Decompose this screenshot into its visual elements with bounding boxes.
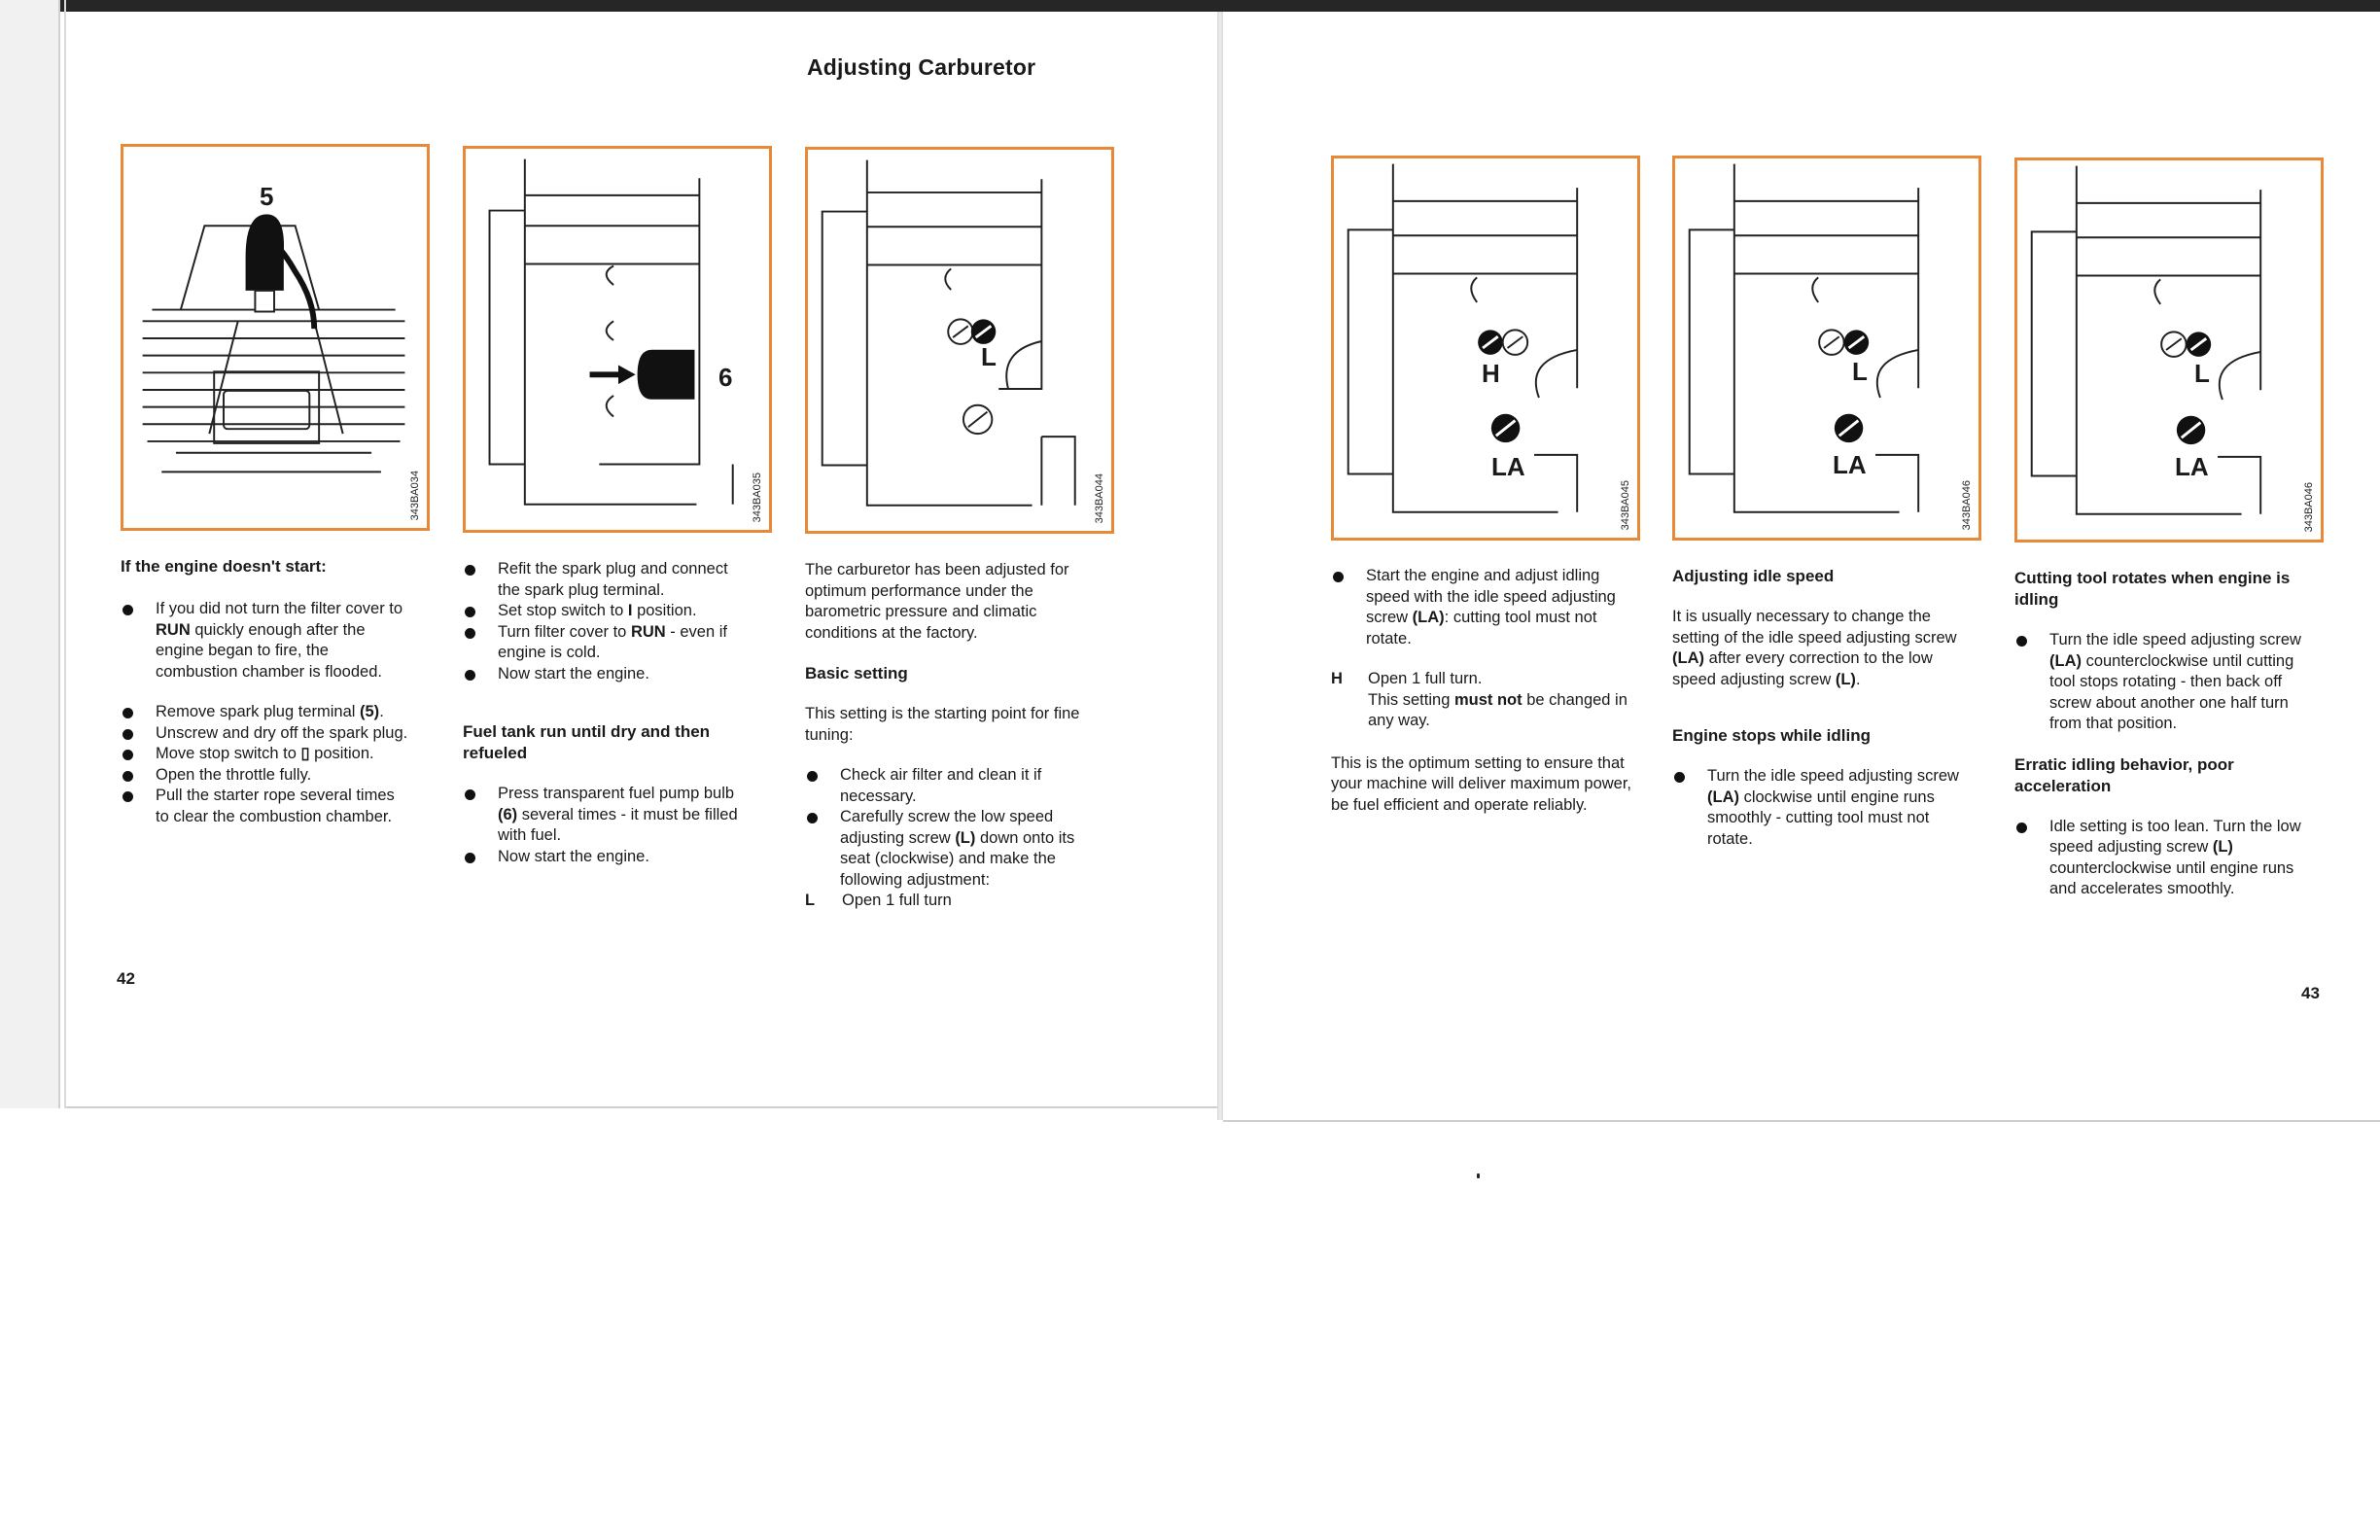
step-text: Open 1 full turn. This setting must not be changed in any way. [1368,670,1628,729]
page-number-right: 43 [2301,984,2320,1002]
figure-carb-h-la [1331,156,1640,541]
bullet-list [1331,566,1632,649]
label-l: L [981,342,997,371]
figure-code: 343BA045 [1620,479,1631,530]
step-key: H [1331,670,1343,687]
fuel-pump-illustration [466,149,769,530]
label-l: L [2194,359,2210,388]
label-la: LA [2175,452,2209,481]
step-h [1331,669,1632,732]
section-heading: Basic setting [805,664,908,682]
callout-5: 5 [260,182,274,211]
figure-code: 343BA034 [409,470,421,520]
list-item: Refit the spark plug and connect the spark plug terminal. [463,559,754,601]
section-heading: Engine stops while idling [1672,726,1872,745]
list-item: Open the throttle fully. [121,765,412,787]
scan-speck [1477,1173,1480,1178]
scan-left-edge [0,0,60,1108]
list-item: Check air filter and clean it if necessary. [805,765,1097,807]
body-text: This setting is the starting point for fine tuning: [805,705,1080,744]
carburetor-l-la-illustration [2017,160,2321,540]
section-heading: Fuel tank run until dry and then refueled [463,722,711,762]
spark-plug-illustration [123,147,427,528]
list-item: Pull the starter rope several times to clear the combustion chamber. [121,786,412,827]
body-text: It is usually necessary to change the setting of the idle speed adjusting screw (LA) after every correction to the low speed adjusting screw (L). [1672,608,1957,688]
list-item: Press transparent fuel pump bulb (6) several times - it must be filled with fuel. [463,784,754,847]
list-item: Unscrew and dry off the spark plug. [121,723,412,745]
bullet-list [2014,630,2316,735]
figure-spark-plug [121,144,430,531]
list-item: Remove spark plug terminal (5). [121,702,412,723]
scan-top-edge [0,0,2380,12]
figure-code: 343BA046 [2303,481,2315,532]
carburetor-l-illustration [808,150,1111,531]
intro-text: The carburetor has been adjusted for optimum performance under the barometric pressure and climatic conditions at the factory. [805,561,1069,642]
step-l [805,891,1097,912]
list-item: Set stop switch to I position. [463,601,754,622]
step-text: Open 1 full turn [842,892,952,909]
list-item: Start the engine and adjust idling speed with the idle speed adjusting screw (LA): cutting tool must not rotate. [1331,566,1632,649]
figure-code: 343BA046 [1961,479,1973,530]
column-adjusting-idle-speed [1672,566,1974,850]
figure-carb-l [805,147,1114,534]
label-l: L [1852,357,1868,386]
figure-carb-l-la-1 [1672,156,1981,541]
list-item: Turn the idle speed adjusting screw (LA) counterclockwise until cutting tool stops rotating - then back off screw about another one half turn from that position. [2014,630,2316,735]
figure-code: 343BA044 [1094,472,1105,523]
bullet-list [805,765,1097,891]
figure-fuel-pump [463,146,772,533]
page-title: Adjusting Carburetor [807,54,1036,80]
section-heading: Adjusting idle speed [1672,567,1835,585]
list-item: Now start the engine. [463,664,754,685]
bullet-list [463,784,754,867]
carburetor-l-la-illustration [1675,158,1978,538]
body-text: This is the optimum setting to ensure that your machine will deliver maximum power, be fuel efficient and operate reliably. [1331,753,1632,814]
bullet-list [1672,766,1974,850]
column-refit-spark-plug [463,559,754,867]
column-cutting-tool-rotates [2014,568,2316,900]
section-heading: If the engine doesn't start: [121,557,327,576]
label-h: H [1482,359,1500,388]
page-number-left: 42 [117,969,135,988]
column-basic-setting [805,560,1097,912]
bullet-list [121,702,412,827]
list-item: Idle setting is too lean. Turn the low speed adjusting screw (L) counterclockwise until engine runs and accelerates smoothly. [2014,817,2316,900]
label-la: LA [1491,452,1525,481]
figure-code: 343BA035 [752,472,763,522]
list-item: Move stop switch to ▯ position. [121,744,412,765]
book-gutter [1217,12,1223,1120]
bullet-list [463,559,754,684]
label-la: LA [1833,450,1867,479]
bullet-list [2014,817,2316,900]
list-item: Turn the idle speed adjusting screw (LA) clockwise until engine runs smoothly - cutting tool must not rotate. [1672,766,1974,850]
list-item: Turn filter cover to RUN - even if engine is cold. [463,622,754,664]
bullet-list [121,599,412,682]
column-start-engine [1331,566,1632,816]
list-item: Carefully screw the low speed adjusting screw (L) down onto its seat (clockwise) and make the following adjustment: [805,807,1097,891]
step-key: L [805,892,816,909]
list-item: Now start the engine. [463,847,754,868]
list-item: If you did not turn the filter cover to RUN quickly enough after the engine began to fire, the combustion chamber is flooded. [121,599,412,682]
carburetor-h-la-illustration [1334,158,1637,538]
figure-carb-l-la-2 [2014,158,2324,542]
section-heading: Cutting tool rotates when engine is idling [2014,569,2291,609]
section-heading: Erratic idling behavior, poor acceleration [2014,754,2234,795]
callout-6: 6 [718,363,733,392]
column-engine-doesnt-start [121,556,412,827]
